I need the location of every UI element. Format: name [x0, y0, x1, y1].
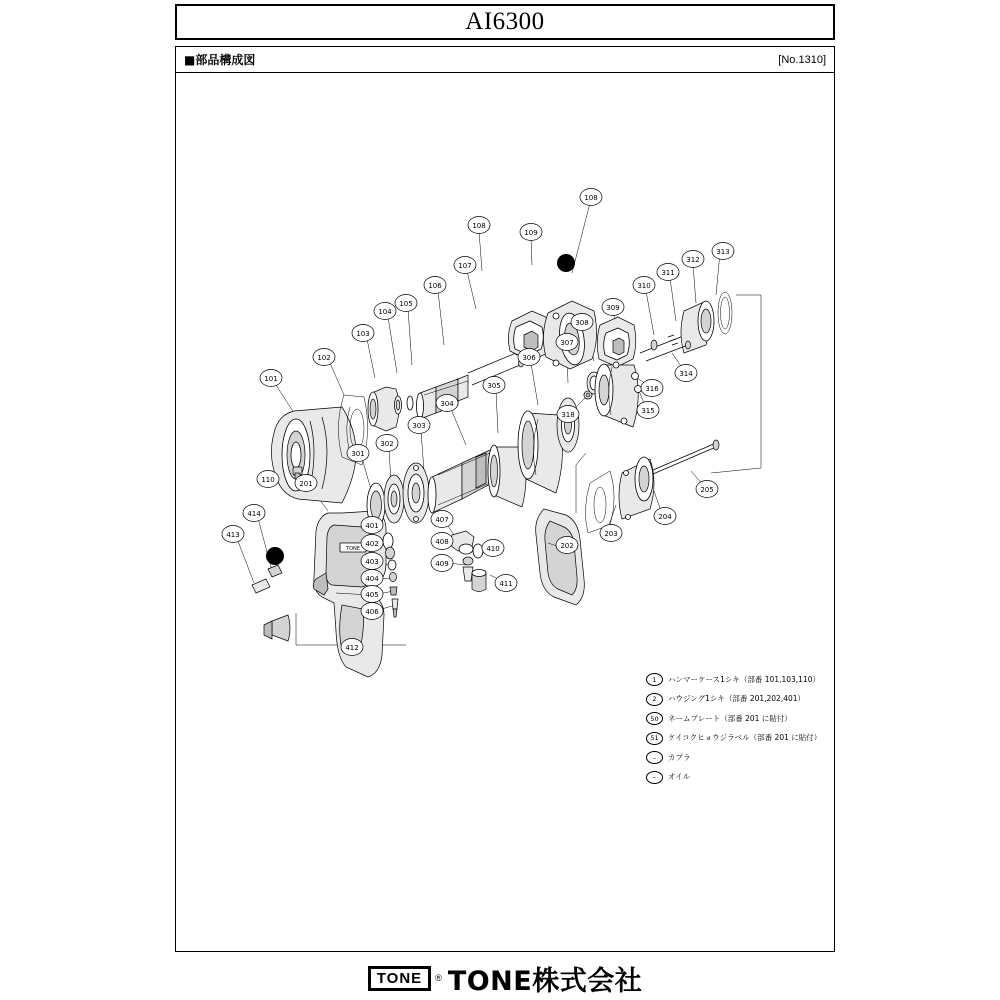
- legend-mark: –: [646, 751, 663, 764]
- svg-text:411: 411: [499, 580, 513, 588]
- svg-text:102: 102: [317, 354, 331, 362]
- parts-401-406-stack: [383, 533, 398, 617]
- company-name: TONE株式会社: [447, 965, 643, 997]
- part-302-bearing: [384, 475, 404, 523]
- part-304-rotor: [428, 449, 492, 513]
- part-103-bushing: [368, 387, 399, 431]
- svg-text:107: 107: [458, 262, 472, 270]
- tone-logo: TONE: [368, 966, 431, 991]
- svg-text:308: 308: [575, 319, 589, 327]
- svg-text:310: 310: [637, 282, 651, 290]
- svg-text:404: 404: [365, 575, 379, 583]
- part-414-nipple: [268, 565, 282, 577]
- svg-text:309: 309: [606, 304, 620, 312]
- svg-text:402: 402: [365, 540, 379, 548]
- parts-407-411-valve: [450, 531, 486, 592]
- svg-text:406: 406: [365, 608, 379, 616]
- svg-text:401: 401: [365, 522, 379, 530]
- svg-text:108: 108: [584, 194, 598, 202]
- registered-mark: ®: [435, 973, 442, 983]
- page-title: AI6300: [465, 8, 545, 35]
- legend-text: オイル: [668, 772, 691, 782]
- svg-text:412: 412: [345, 644, 359, 652]
- footer: [175, 958, 835, 998]
- svg-text:301: 301: [351, 450, 365, 458]
- svg-text:302: 302: [380, 440, 394, 448]
- svg-text:311: 311: [661, 269, 675, 277]
- svg-text:109: 109: [524, 229, 538, 237]
- svg-text:201: 201: [299, 480, 313, 488]
- svg-text:307: 307: [560, 339, 574, 347]
- document-number: [No.1310]: [778, 53, 826, 66]
- legend: [646, 673, 826, 790]
- svg-text:204: 204: [658, 513, 672, 521]
- svg-text:318: 318: [561, 411, 575, 419]
- svg-text:305: 305: [487, 382, 501, 390]
- section-header: [175, 46, 835, 72]
- svg-text:407: 407: [435, 516, 449, 524]
- svg-text:TONE: TONE: [346, 546, 360, 552]
- legend-text: カプラ: [668, 752, 691, 762]
- svg-text:202: 202: [560, 542, 574, 550]
- svg-text:410: 410: [486, 545, 500, 553]
- legend-row: [646, 712, 826, 725]
- svg-text:314: 314: [679, 370, 693, 378]
- svg-text:205: 205: [700, 486, 714, 494]
- legend-text: ハウジング1シキ（部番 201,202,401）: [668, 694, 806, 704]
- svg-text:103: 103: [356, 330, 370, 338]
- svg-text:203: 203: [604, 530, 618, 538]
- svg-text:405: 405: [365, 591, 379, 599]
- svg-text:409: 409: [435, 560, 449, 568]
- section-label: ■部品構成図: [184, 53, 256, 67]
- legend-mark: 51: [646, 732, 663, 745]
- diagram-frame: [175, 72, 835, 952]
- svg-text:306: 306: [522, 354, 536, 362]
- svg-text:108: 108: [472, 222, 486, 230]
- legend-row: [646, 693, 826, 706]
- section-marker-a-bottom: [266, 547, 284, 565]
- svg-text:101: 101: [264, 375, 278, 383]
- legend-row: [646, 673, 826, 686]
- svg-text:304: 304: [440, 400, 454, 408]
- section-marker-a-top: [557, 254, 575, 272]
- svg-text:413: 413: [226, 531, 240, 539]
- part-316-screw: [632, 373, 639, 380]
- part-204-back-plate: [619, 457, 654, 520]
- svg-text:A: A: [271, 552, 279, 563]
- svg-text:313: 313: [716, 248, 730, 256]
- part-413-coupler: [252, 579, 270, 593]
- legend-row: [646, 771, 826, 784]
- part-108-hammer-right: [597, 317, 636, 367]
- part-303-gear-plate: [403, 463, 429, 523]
- legend-mark: 2: [646, 693, 663, 706]
- svg-text:105: 105: [399, 300, 413, 308]
- svg-text:104: 104: [378, 308, 392, 316]
- svg-text:316: 316: [645, 385, 659, 393]
- legend-text: ネームプレート（部番 201 に貼付）: [668, 713, 792, 723]
- part-309-valve-body: [595, 362, 638, 427]
- svg-text:110: 110: [261, 476, 275, 484]
- legend-row: [646, 751, 826, 764]
- svg-text:315: 315: [641, 407, 655, 415]
- legend-text: ハンマーケース1シキ（部番 101,103,110）: [668, 674, 820, 684]
- legend-text: ケイコクヒョウジラベル（部番 201 に貼付）: [668, 733, 822, 743]
- part-202-handle-cover: [536, 509, 585, 605]
- svg-text:408: 408: [435, 538, 449, 546]
- exploded-diagram: [176, 73, 835, 952]
- svg-text:106: 106: [428, 282, 442, 290]
- svg-text:303: 303: [412, 422, 426, 430]
- legend-mark: 1: [646, 673, 663, 686]
- legend-mark: 50: [646, 712, 663, 725]
- title-bar: [175, 4, 835, 40]
- part-105-washer: [407, 396, 413, 410]
- part-205-rod: [646, 440, 719, 477]
- part-311-spring: [668, 335, 678, 345]
- part-104-washer: [395, 396, 402, 414]
- svg-text:403: 403: [365, 558, 379, 566]
- svg-text:414: 414: [247, 510, 261, 518]
- legend-mark: –: [646, 771, 663, 784]
- part-315-screw: [635, 386, 642, 393]
- svg-text:312: 312: [686, 256, 700, 264]
- legend-row: [646, 732, 826, 745]
- part-313-o-ring: [718, 292, 732, 334]
- svg-text:A: A: [562, 259, 570, 270]
